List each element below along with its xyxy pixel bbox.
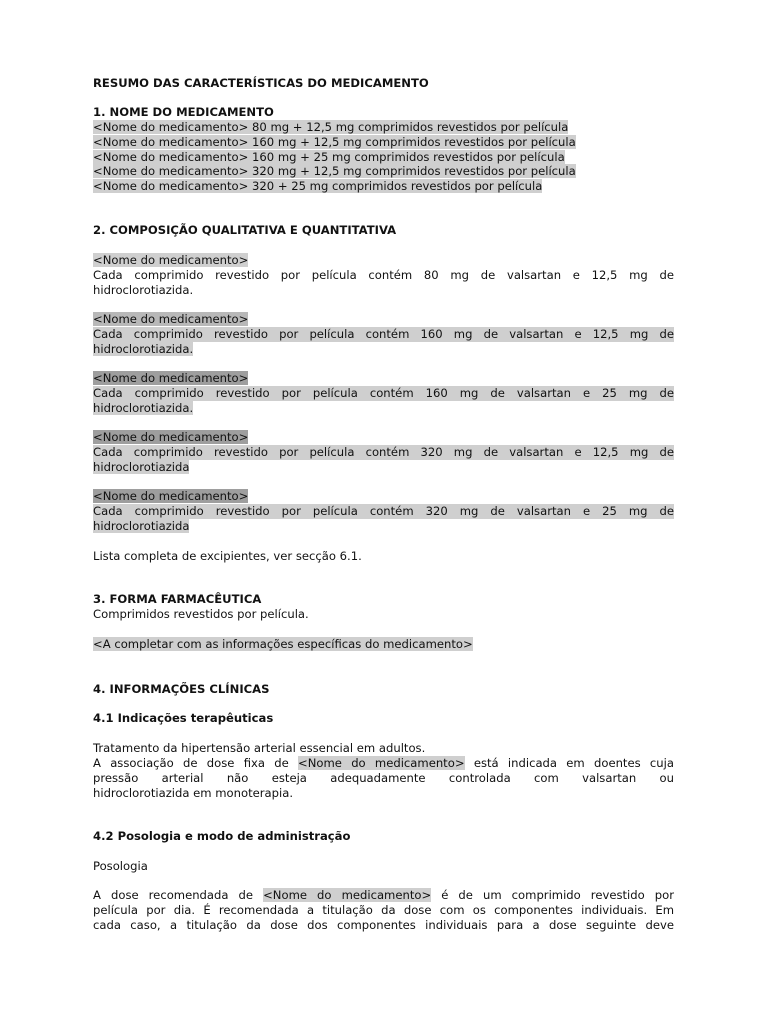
placeholder-note: <A completar com as informações específicas do medicamento> [93, 637, 473, 651]
excipients-note: Lista completa de excipientes, ver secção 6.1. [93, 549, 362, 563]
posology-paragraph: A dose recomendada de <Nome do medicamento> é de um comprimido revestido por película por dia. É recomendada a titulação da dose com os componentes individuais. Em cada caso, a titulação da dose dos componentes individuais para a dose seguinte deve [93, 888, 674, 932]
indication-text: Tratamento da hipertensão arterial essencial em adultos. [93, 741, 426, 755]
composition-text: Cada comprimido revestido por película contém 160 mg de valsartan e 12,5 mg de hidroclorotiazida. [93, 327, 674, 356]
pharmaceutical-form-text: Comprimidos revestidos por película. [93, 607, 309, 621]
document-title: RESUMO DAS CARACTERÍSTICAS DO MEDICAMENTO [93, 76, 429, 90]
section-2-heading: 2. COMPOSIÇÃO QUALITATIVA E QUANTITATIVA [93, 223, 397, 237]
composition-name-tag: <Nome do medicamento> [93, 253, 249, 267]
product-name-line: <Nome do medicamento> 160 mg + 12,5 mg comprimidos revestidos por película [93, 135, 576, 149]
section-3-heading: 3. FORMA FARMACÊUTICA [93, 592, 262, 606]
indication-paragraph: A associação de dose fixa de <Nome do medicamento> está indicada em doentes cuja pressão arterial não esteja adequadamente controlada com valsartan ou hidroclorotiazida em monoterapia. [93, 756, 674, 800]
product-name-line: <Nome do medicamento> 80 mg + 12,5 mg comprimidos revestidos por película [93, 120, 569, 134]
composition-name-tag: <Nome do medicamento> [93, 489, 249, 503]
product-name-line: <Nome do medicamento> 320 mg + 12,5 mg comprimidos revestidos por película [93, 164, 576, 178]
composition-name-tag: <Nome do medicamento> [93, 312, 249, 326]
composition-text: Cada comprimido revestido por película contém 80 mg de valsartan e 12,5 mg de hidroclorotiazida. [93, 268, 674, 297]
composition-name-tag: <Nome do medicamento> [93, 371, 249, 385]
posology-label: Posologia [93, 859, 148, 873]
section-4-1-heading: 4.1 Indicações terapêuticas [93, 711, 274, 725]
product-name-line: <Nome do medicamento> 320 + 25 mg comprimidos revestidos por película [93, 179, 543, 193]
composition-text: Cada comprimido revestido por película contém 320 mg de valsartan e 25 mg de hidroclorotiazida [93, 504, 674, 533]
composition-name-tag: <Nome do medicamento> [93, 430, 249, 444]
composition-text: Cada comprimido revestido por película contém 320 mg de valsartan e 12,5 mg de hidroclorotiazida [93, 445, 674, 474]
section-4-heading: 4. INFORMAÇÕES CLÍNICAS [93, 682, 270, 696]
product-name-line: <Nome do medicamento> 160 mg + 25 mg comprimidos revestidos por película [93, 150, 565, 164]
section-1-heading: 1. NOME DO MEDICAMENTO [93, 105, 274, 119]
section-4-2-heading: 4.2 Posologia e modo de administração [93, 829, 351, 843]
composition-text: Cada comprimido revestido por película contém 160 mg de valsartan e 25 mg de hidroclorotiazida. [93, 386, 674, 415]
